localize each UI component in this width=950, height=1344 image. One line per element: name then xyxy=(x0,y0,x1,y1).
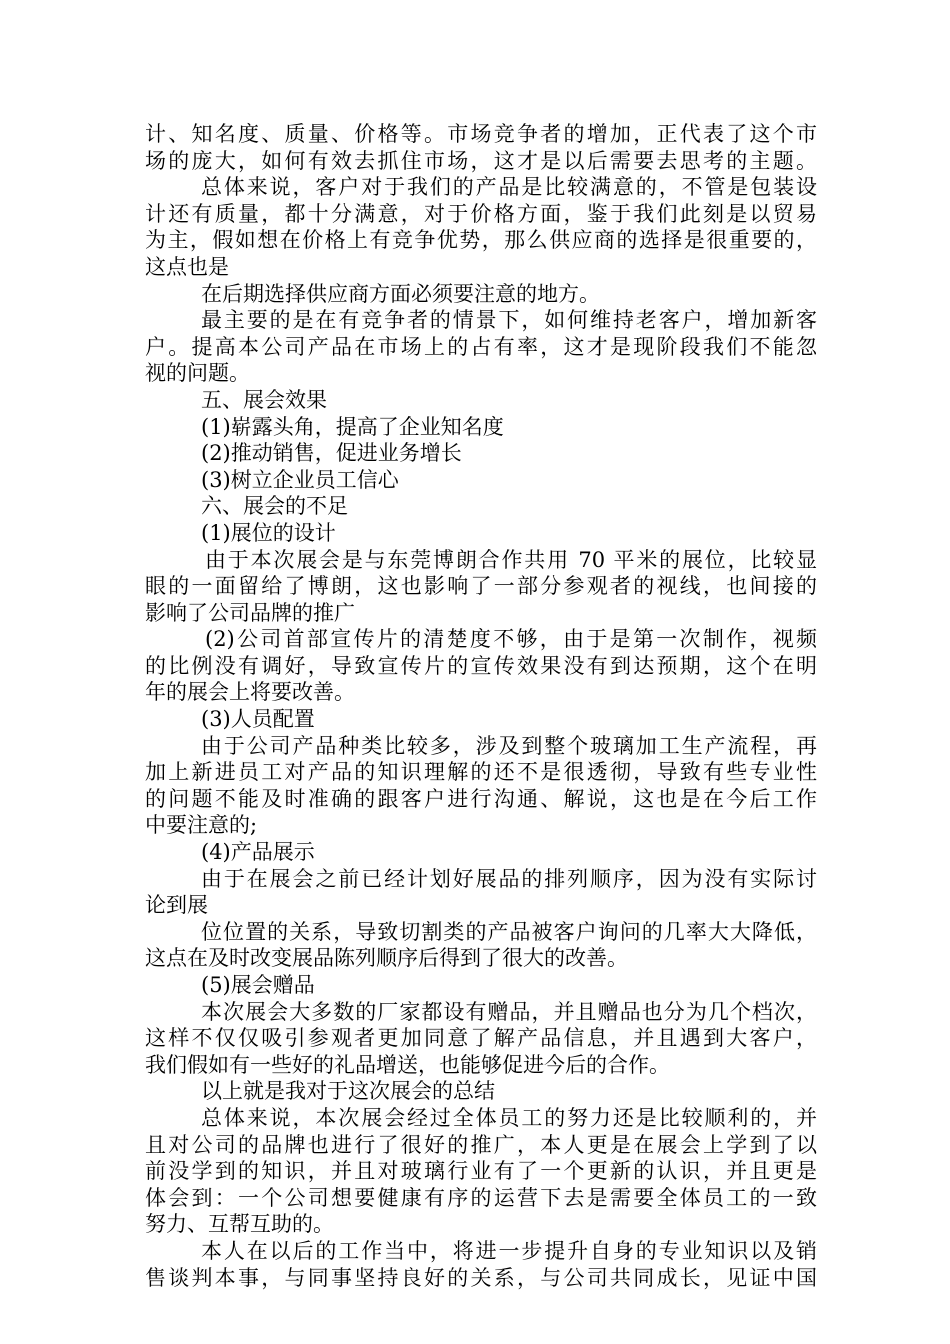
text-line: 中要注意的; xyxy=(145,813,258,838)
text-line: 户。提高本公司产品在市场上的占有率，这才是现阶段我们不能忽 xyxy=(145,334,817,359)
list-item: (2)推动销售，促进业务增长 xyxy=(201,441,462,466)
text-line: 这样不仅仅吸引参观者更加同意了解产品信息，并且遇到大客户， xyxy=(145,1026,817,1051)
text-line: 计还有质量，都十分满意，对于价格方面，鉴于我们此刻是以贸易 xyxy=(145,201,817,226)
text-line: 影响了公司品牌的推广 xyxy=(145,600,355,625)
text-line: 在后期选择供应商方面必须要注意的地方。 xyxy=(201,281,600,306)
text-line: 这点在及时改变展品陈列顺序后得到了很大的改善。 xyxy=(145,946,628,971)
text-line: 这点也是 xyxy=(145,254,229,279)
list-item: (1)展位的设计 xyxy=(201,520,336,545)
text-line: 体会到：一个公司想要健康有序的运营下去是需要全体员工的一致 xyxy=(145,1185,817,1210)
text-line: 年的展会上将要改善。 xyxy=(145,680,355,705)
text-line: 且对公司的品牌也进行了很好的推广，本人更是在展会上学到了以 xyxy=(145,1132,817,1157)
text-line: (2)公司首部宣传片的清楚度不够，由于是第一次制作，视频 xyxy=(205,627,817,652)
list-item: (3)人员配置 xyxy=(201,707,315,732)
text-line: 我们假如有一些好的礼品增送，也能够促进今后的合作。 xyxy=(145,1052,670,1077)
text-line: 的问题不能及时准确的跟客户进行沟通、解说，这也是在今后工作 xyxy=(145,786,817,811)
text-line: 由于公司产品种类比较多，涉及到整个玻璃加工生产流程，再 xyxy=(201,733,817,758)
text-line: 本次展会大多数的厂家都设有赠品，并且赠品也分为几个档次， xyxy=(201,999,817,1024)
text-line: 努力、互帮互助的。 xyxy=(145,1212,334,1237)
text-line: 最主要的是在有竞争者的情景下，如何维持老客户，增加新客 xyxy=(201,308,817,333)
text-line: 位位置的关系，导致切割类的产品被客户询问的几率大大降低， xyxy=(201,919,817,944)
text-line: 的比例没有调好，导致宣传片的宣传效果没有到达预期，这个在明 xyxy=(145,653,817,678)
section-heading: 五、展会效果 xyxy=(201,387,327,412)
text-line: 视的问题。 xyxy=(145,361,250,386)
document-body xyxy=(145,121,817,1291)
list-item: (5)展会赠品 xyxy=(201,973,315,997)
text-line: 售谈判本事，与同事坚持良好的关系，与公司共同成长，见证中国 xyxy=(145,1265,817,1290)
text-line: 总体来说，本次展会经过全体员工的努力还是比较顺利的，并 xyxy=(201,1105,817,1130)
text-line: 总体来说，客户对于我们的产品是比较满意的，不管是包装设 xyxy=(201,175,817,200)
text-line: 为主，假如想在价格上有竞争优势，那么供应商的选择是很重要的， xyxy=(145,228,817,253)
text-line: 计、知名度、质量、价格等。市场竞争者的增加，正代表了这个市 xyxy=(145,122,817,146)
text-line: 场的庞大，如何有效去抓住市场，这才是以后需要去思考的主题。 xyxy=(145,148,817,173)
text-line: 由于在展会之前已经计划好展品的排列顺序，因为没有实际讨 xyxy=(201,866,817,891)
text-line: 论到展 xyxy=(145,893,208,918)
list-item: (4)产品展示 xyxy=(201,840,315,865)
list-item: (1)崭露头角，提高了企业知名度 xyxy=(201,414,504,439)
text-line: 加上新进员工对产品的知识理解的还不是很透彻，导致有些专业性 xyxy=(145,760,817,785)
section-heading: 六、展会的不足 xyxy=(201,494,348,519)
text-line: 眼的一面留给了博朗，这也影响了一部分参观者的视线，也间接的 xyxy=(145,574,817,599)
text-line: 本人在以后的工作当中，将进一步提升自身的专业知识以及销 xyxy=(201,1238,817,1263)
text-line: 由于本次展会是与东莞博朗合作共用 70 平米的展位，比较显 xyxy=(205,547,817,572)
text-line: 前没学到的知识，并且对玻璃行业有了一个更新的认识，并且更是 xyxy=(145,1159,817,1184)
list-item: (3)树立企业员工信心 xyxy=(201,467,399,492)
text-line: 以上就是我对于这次展会的总结 xyxy=(201,1079,495,1104)
